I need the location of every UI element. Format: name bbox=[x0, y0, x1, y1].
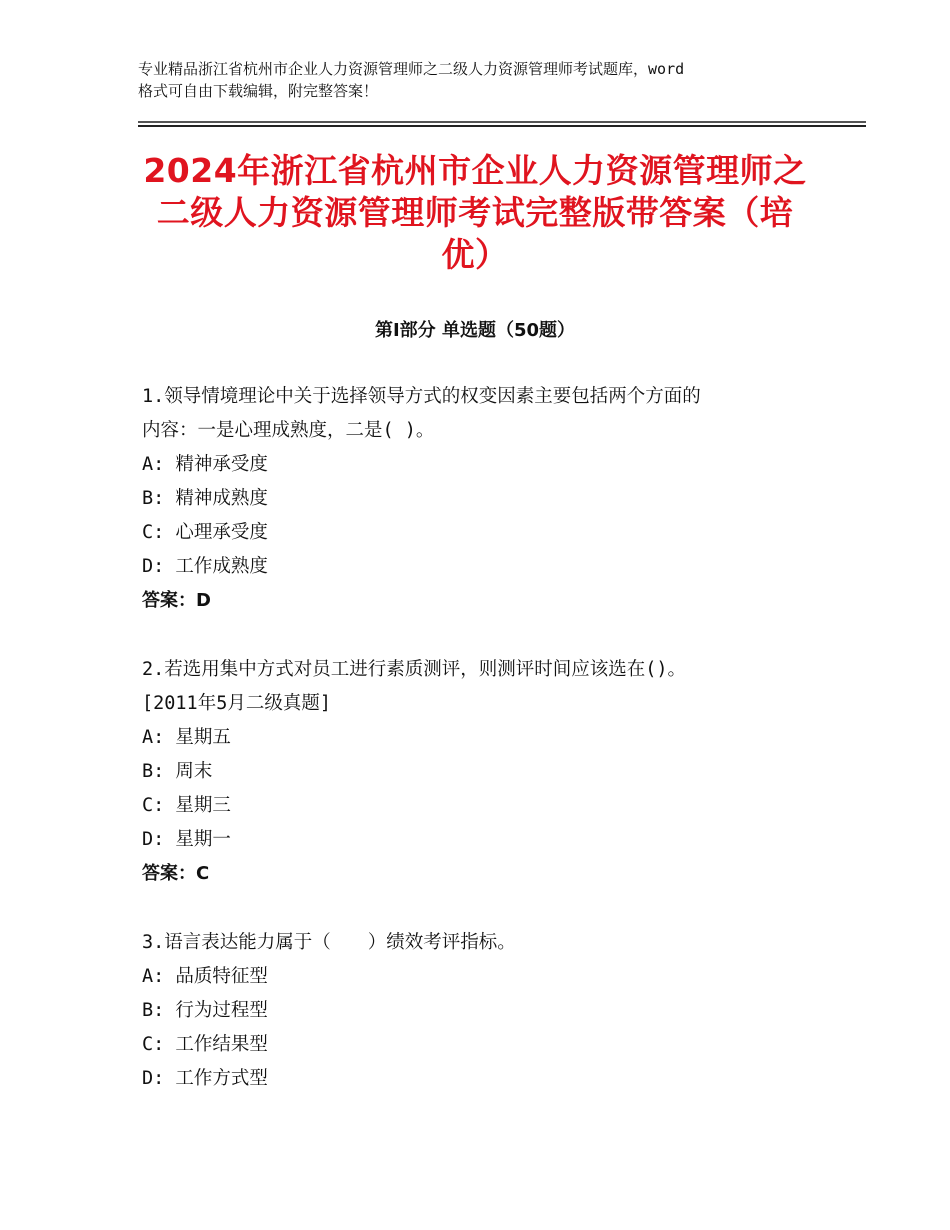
question-1-option-c: C: 心理承受度 bbox=[142, 522, 268, 543]
question-2-stem-line-2: [2011年5月二级真题] bbox=[142, 693, 331, 714]
section-title: 第Ⅰ部分 单选题（50题） bbox=[374, 320, 575, 341]
question-2-option-b: B: 周末 bbox=[142, 761, 213, 782]
question-1-option-d: D: 工作成熟度 bbox=[142, 556, 268, 577]
header-divider-thin bbox=[138, 121, 866, 123]
question-2 bbox=[142, 653, 822, 891]
question-1 bbox=[142, 380, 822, 618]
header-note-line-1: 专业精品浙江省杭州市企业人力资源管理师之二级人力资源管理师考试题库，word bbox=[138, 60, 685, 78]
question-1-stem-line-2: 内容：一是心理成熟度，二是( )。 bbox=[142, 420, 435, 441]
question-2-option-d: D: 星期一 bbox=[142, 829, 231, 850]
question-3-stem-line-1: 3.语言表达能力属于（ ）绩效考评指标。 bbox=[142, 932, 516, 953]
header-note bbox=[138, 58, 828, 102]
question-3-option-a: A: 品质特征型 bbox=[142, 966, 268, 987]
question-1-option-b: B: 精神成熟度 bbox=[142, 488, 268, 509]
question-1-option-a: A: 精神承受度 bbox=[142, 454, 268, 475]
document-title-line-2: 二级人力资源管理师考试完整版带答案（培 bbox=[156, 193, 794, 232]
question-3-option-c: C: 工作结果型 bbox=[142, 1034, 268, 1055]
question-2-option-a: A: 星期五 bbox=[142, 727, 231, 748]
question-3 bbox=[142, 926, 822, 1096]
question-2-option-c: C: 星期三 bbox=[142, 795, 231, 816]
header-note-line-2: 格式可自由下载编辑，附完整答案！ bbox=[138, 82, 379, 100]
question-3-option-b: B: 行为过程型 bbox=[142, 1000, 268, 1021]
question-2-answer: 答案：C bbox=[142, 863, 210, 884]
header-divider-thick bbox=[138, 125, 866, 127]
question-1-answer: 答案：D bbox=[142, 590, 211, 611]
question-3-option-d: D: 工作方式型 bbox=[142, 1068, 268, 1089]
document-title bbox=[110, 150, 840, 276]
question-2-stem-line-1: 2.若选用集中方式对员工进行素质测评，则测评时间应该选在()。 bbox=[142, 659, 687, 680]
question-1-stem-line-1: 1.领导情境理论中关于选择领导方式的权变因素主要包括两个方面的 bbox=[142, 386, 701, 407]
document-title-line-3: 优） bbox=[441, 235, 509, 274]
document-title-line-1: 2024年浙江省杭州市企业人力资源管理师之 bbox=[143, 151, 807, 190]
